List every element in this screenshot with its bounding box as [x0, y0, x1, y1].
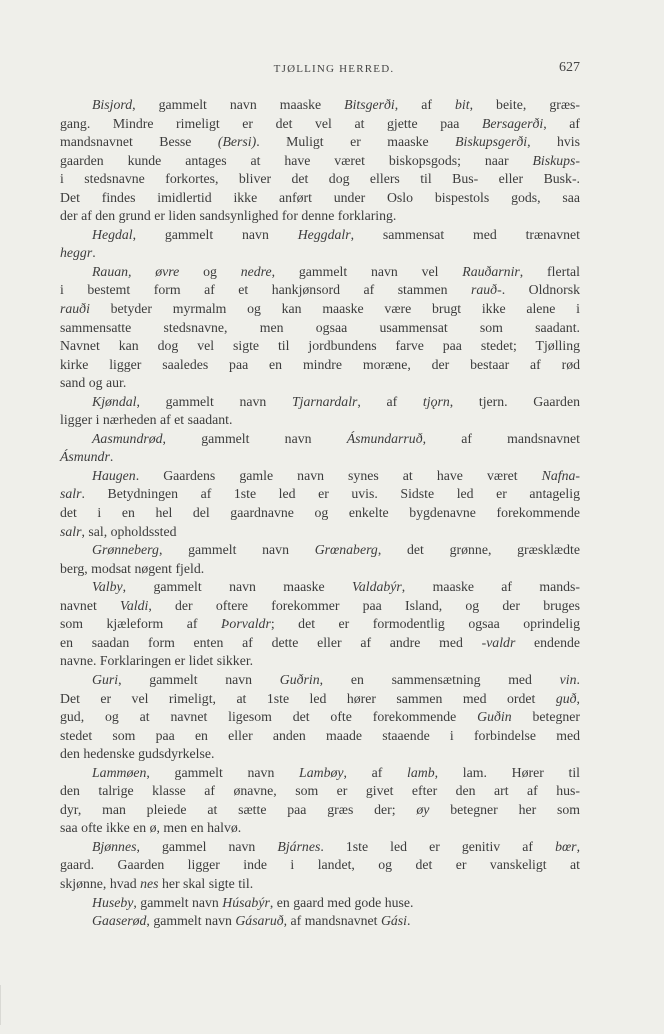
text-run: det i en hel del gaardnavne og enkelte bygdenavne forekommende: [60, 505, 580, 521]
italic-term: Bitsgerði: [344, 97, 395, 112]
italic-term: Rauðarnir: [462, 263, 520, 279]
italic-term: Guðrin: [279, 671, 320, 687]
italic-term: Heggdalr: [297, 226, 351, 242]
text-line: [60, 894, 580, 913]
text-run: , gammelt navn: [118, 671, 280, 687]
text-line: [60, 393, 580, 412]
text-run: , gammelt navn: [133, 894, 223, 910]
italic-term: vin: [559, 671, 577, 687]
text-run: , af: [543, 115, 580, 131]
italic-term: nedre: [240, 263, 272, 279]
text-line: [60, 300, 580, 319]
italic-term: salr: [60, 523, 82, 539]
text-run: stedet som paa en eller anden maade staaende i forbindelse med: [60, 727, 580, 743]
italic-term: Haugen: [92, 467, 136, 483]
text-run: betegner her som: [429, 801, 580, 817]
italic-term: Tjarnardalr: [291, 393, 358, 409]
text-line: [60, 337, 580, 356]
text-run: , gammelt navn: [162, 430, 347, 446]
text-run: den talrige klasse af ønavne, som er givet efter den art af hus-: [60, 783, 580, 799]
text-run: sammensatte stedsnavne, men ogsaa usammensat som saadant.: [60, 319, 580, 335]
text-line: [60, 541, 580, 560]
italic-term: Bjønnes: [92, 838, 137, 854]
text-run: , flertal: [519, 263, 580, 279]
italic-term: rauði: [60, 301, 90, 317]
italic-term: Nafna-: [541, 467, 580, 483]
text-run: endende: [515, 634, 580, 650]
italic-term: lamb: [407, 764, 435, 780]
text-run: , gammelt navn maaske: [132, 97, 345, 112]
text-line: [60, 875, 580, 894]
text-run: gaard. Gaarden ligger inde i landet, og det er vanskeligt at: [60, 857, 580, 873]
text-line: [60, 782, 580, 801]
italic-term: Grœnaberg: [314, 542, 378, 558]
italic-term: Biskups-: [532, 152, 580, 168]
italic-term: bœr: [555, 838, 577, 854]
text-line: [60, 819, 580, 838]
text-line: [60, 523, 580, 542]
italic-term: Guðin: [477, 709, 512, 725]
text-run: , gammelt navn: [146, 764, 300, 780]
text-line: [60, 856, 580, 875]
text-line: [60, 745, 580, 764]
text-line: [60, 634, 580, 653]
text-run: betegner: [511, 709, 580, 725]
text-line: [60, 189, 580, 208]
text-line: [60, 170, 580, 189]
text-run: og: [179, 263, 241, 279]
text-line: [60, 504, 580, 523]
text-run: , gammelt navn: [132, 226, 298, 242]
text-run: , gammelt navn maaske: [122, 579, 352, 595]
text-run: , gammel navn: [136, 838, 278, 854]
text-line: [60, 281, 580, 300]
text-line: [60, 226, 580, 245]
text-run: , det grønne, græsklædte: [377, 542, 580, 558]
text-run: , af mandsnavnet: [422, 430, 580, 446]
binding-edge: [0, 985, 5, 1025]
text-line: [60, 374, 580, 393]
text-line: [60, 912, 580, 931]
text-run: dyr, man pleiede at sætte paa græs der;: [60, 801, 417, 817]
italic-term: heggr: [60, 245, 93, 261]
text-run: , sal, opholdssted: [81, 523, 177, 539]
text-run: sand og aur.: [60, 375, 127, 391]
italic-term: Þorvaldr: [221, 616, 271, 632]
italic-term: Hegdal: [92, 226, 133, 242]
italic-term: Rauan, øvre: [92, 263, 180, 279]
italic-term: -valdr: [481, 634, 516, 650]
italic-term: Lambøy: [299, 764, 344, 780]
text-line: [60, 430, 580, 449]
text-run: berg, modsat nøgent fjeld.: [60, 560, 205, 576]
italic-term: guð: [555, 690, 577, 706]
text-run: navnet: [60, 597, 120, 613]
text-run: . 1ste led er genitiv af: [320, 838, 556, 854]
text-run: i stedsnavne forkortes, bliver det dog ellers til Bus- eller Busk-.: [60, 171, 580, 187]
text-run: , sammensat med trænavnet: [350, 226, 580, 242]
text-line: [60, 411, 580, 430]
italic-term: Grønneberg: [92, 542, 159, 558]
italic-term: Guri: [92, 671, 119, 687]
text-run: gud, og at navnet ligesom det ofte forekommende: [60, 709, 478, 725]
text-line: [60, 319, 580, 338]
text-run: .: [407, 913, 411, 929]
italic-term: (Bersi): [217, 134, 257, 150]
page-header: [88, 60, 580, 80]
text-run: , en gaard med gode huse.: [269, 894, 414, 910]
text-run: betyder myrmalm og kan maaske være brugt ikke alene i: [89, 301, 580, 317]
text-line: [60, 671, 580, 690]
italic-term: Ásmundr: [60, 449, 110, 465]
text-run: Navnet kan dog vel sigte til jordbundens farve paa stedet; Tjølling: [60, 338, 580, 354]
italic-term: Gásaruð: [235, 913, 284, 929]
page-number: 627: [559, 60, 580, 75]
italic-term: Bjárnes: [277, 838, 321, 854]
italic-term: Gási: [380, 913, 408, 929]
text-run: , tjern. Gaarden: [449, 393, 580, 409]
text-run: skjønne, hvad: [60, 875, 141, 891]
text-line: [60, 133, 580, 152]
text-run: , en sammensætning med: [319, 671, 560, 687]
text-line: [60, 690, 580, 709]
italic-term: Aasmundrød: [92, 430, 163, 446]
italic-term: Ásmundarruð: [346, 430, 423, 446]
text-line: [60, 727, 580, 746]
running-title: TJØLLING HERRED.: [273, 63, 395, 75]
text-line: [60, 764, 580, 783]
text-run: .: [576, 671, 580, 687]
text-line: [60, 708, 580, 727]
italic-term: bit: [454, 97, 470, 112]
text-run: som kjæleform af: [60, 616, 221, 632]
italic-term: Biskupsgerði: [455, 134, 528, 150]
italic-term: Huseby: [92, 894, 134, 910]
text-line: [60, 578, 580, 597]
text-run: , lam. Hører til: [434, 764, 580, 780]
italic-term: salr: [60, 486, 82, 502]
text-body: [60, 96, 580, 931]
text-run: Det er vel rimeligt, at 1ste led hører sammen med ordet: [60, 690, 556, 706]
text-line: [60, 597, 580, 616]
text-line: [60, 356, 580, 375]
text-run: , af: [343, 764, 408, 780]
text-line: [60, 96, 580, 115]
text-run: , gammelt navn: [136, 393, 292, 409]
text-line: [60, 652, 580, 671]
italic-term: øy: [416, 801, 430, 817]
text-run: . Muligt er maaske: [256, 134, 456, 150]
text-run: ,: [576, 690, 580, 706]
italic-term: Kjøndal: [92, 393, 137, 409]
text-line: [60, 467, 580, 486]
text-line: [60, 838, 580, 857]
italic-term: Bersagerði: [481, 115, 544, 131]
text-run: der af den grund er liden sandsynlighed for denne forklaring.: [60, 208, 397, 224]
italic-term: rauð-: [471, 282, 502, 298]
italic-term: Valby: [92, 579, 123, 595]
italic-term: nes: [140, 875, 159, 891]
text-run: mandsnavnet Besse: [60, 134, 218, 150]
text-run: ligger i nærheden af et saadant.: [60, 412, 233, 428]
text-run: , der oftere forekommer paa Island, og der bruges: [148, 597, 580, 613]
text-run: her skal sigte til.: [158, 875, 254, 891]
italic-term: Húsabýr: [222, 894, 270, 910]
italic-term: Valdabýr: [351, 579, 402, 595]
text-line: [60, 615, 580, 634]
text-line: [60, 448, 580, 467]
italic-term: Lammøen: [92, 764, 147, 780]
text-run: , gammelt navn: [158, 542, 315, 558]
text-run: kirke ligger saaledes paa en mindre moræne, der bestaar af rød: [60, 356, 580, 372]
text-run: .: [92, 245, 96, 261]
text-run: ; det er formodentlig ogsaa oprindelig: [270, 616, 580, 632]
text-run: . Betydningen af 1ste led er uvis. Sidste led er antagelig: [81, 486, 580, 502]
text-run: , gammelt navn: [146, 913, 236, 929]
text-run: i bestemt form af et hankjønsord af stammen: [60, 282, 472, 298]
text-run: . Oldnorsk: [501, 282, 580, 298]
text-run: , hvis: [527, 134, 580, 150]
text-run: , maaske af mands-: [401, 579, 580, 595]
text-line: [60, 801, 580, 820]
text-run: Det findes imidlertid ikke anført under Oslo bispestols gods, saa: [60, 189, 580, 205]
text-run: . Gaardens gamle navn synes at have været: [135, 467, 542, 483]
text-run: den hedenske gudsdyrkelse.: [60, 746, 215, 762]
text-line: [60, 263, 580, 282]
text-run: gaarden kunde antages at have været biskopsgods; naar: [60, 152, 533, 168]
text-run: en saadan form enten af dette eller af andre med: [60, 634, 482, 650]
text-line: [60, 115, 580, 134]
text-run: gang. Mindre rimeligt er det vel at gjette paa: [60, 115, 482, 131]
text-run: .: [109, 449, 114, 465]
text-run: , af: [357, 393, 423, 409]
text-run: , af mandsnavnet: [283, 913, 381, 929]
text-line: [60, 560, 580, 579]
text-run: saa ofte ikke en ø, men en halvø.: [60, 820, 242, 836]
text-run: , af: [394, 97, 455, 112]
text-run: , beite, græs-: [469, 97, 580, 112]
italic-term: Valdi: [120, 597, 149, 613]
text-line: [60, 244, 580, 263]
text-run: navne. Forklaringen er lidet sikker.: [60, 653, 254, 669]
text-line: [60, 485, 580, 504]
text-run: , gammelt navn vel: [271, 263, 463, 279]
italic-term: Gaaserød: [92, 913, 147, 929]
text-line: [60, 152, 580, 171]
text-line: [60, 207, 580, 226]
text-run: ,: [576, 838, 581, 854]
italic-term: tjǫrn: [422, 393, 450, 409]
italic-term: Bisjord: [92, 97, 133, 112]
